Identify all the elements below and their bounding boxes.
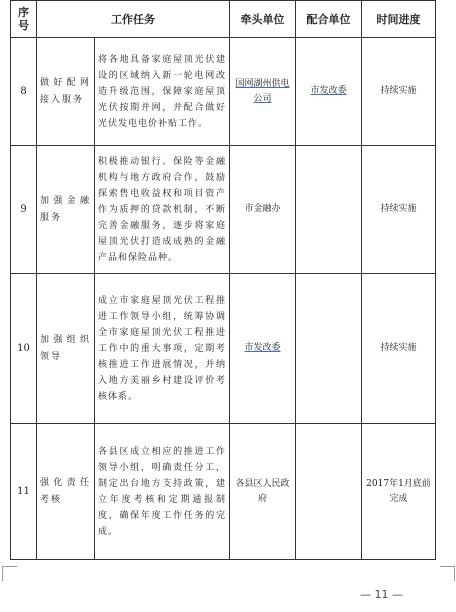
- row-time: 持续实施: [362, 274, 436, 424]
- row-lead-unit: [230, 38, 296, 146]
- row-item: 加强组织领导: [37, 274, 95, 424]
- row-item: 加强金融服务: [37, 146, 95, 274]
- row-item: 强化责任考核: [37, 424, 95, 560]
- row-task: 成立市家庭屋顶光伏工程推进工作领导小组，统筹协调全市家庭屋顶光伏工程推进工作中的重大事项，定期考核推进工作进展情况，并纳入地方美丽乡村建设评价考核体系。: [95, 274, 230, 424]
- row-time: 持续实施: [362, 146, 436, 274]
- header-serial-number: [11, 1, 37, 38]
- row-number: 10: [11, 274, 37, 424]
- row-lead-unit: [230, 274, 296, 424]
- row-number: 9: [11, 146, 37, 274]
- table-row: [11, 424, 436, 560]
- row-lead-unit-text: 市发改委: [244, 343, 281, 353]
- header-lead-unit: 牵头单位: [230, 1, 296, 38]
- row-task: 将各地具备家庭屋顶光伏建设的区域纳入新一轮电网改造升级范围，保障家庭屋顶光伏按期并网，并配合做好光伏发电电价补贴工作。: [95, 38, 230, 146]
- margin-crop-mark-right: [440, 566, 455, 581]
- header-task: 工作任务: [37, 1, 230, 38]
- page-number: — 11 —: [360, 588, 403, 601]
- margin-crop-mark-left: [2, 566, 17, 581]
- row-item: 做好配网接入服务: [37, 38, 95, 146]
- row-coop-unit-text: 市发改委: [310, 86, 347, 96]
- row-task: 积极推动银行、保险等金融机构与地方政府合作，鼓励探索售电收益权和项目资产作为质押的贷款机制，不断完善金融服务，逐步将家庭屋顶光伏打造成成熟的金融产品和保险品种。: [95, 146, 230, 274]
- row-lead-unit: 各县区人民政府: [230, 424, 296, 560]
- row-number: 8: [11, 38, 37, 146]
- row-coop-unit: [296, 274, 362, 424]
- header-serial-line1: 序: [18, 6, 29, 19]
- row-time: 2017年1月底前完成: [362, 424, 436, 560]
- task-table: [10, 0, 436, 560]
- table-row: [11, 146, 436, 274]
- row-coop-unit: [296, 146, 362, 274]
- table-row: [11, 38, 436, 146]
- header-coop-unit: 配合单位: [296, 1, 362, 38]
- row-task: 各县区成立相应的推进工作领导小组，明确责任分工，制定出台地方支持政策，建立年度考核和定期通报制度，确保年度工作任务的完成。: [95, 424, 230, 560]
- row-lead-unit: 市金融办: [230, 146, 296, 274]
- row-time: 持续实施: [362, 38, 436, 146]
- header-serial-line2: 号: [18, 19, 29, 32]
- row-number: 11: [11, 424, 37, 560]
- row-coop-unit: [296, 424, 362, 560]
- header-time-progress: 时间进度: [362, 1, 436, 38]
- table-header-row: [11, 1, 436, 38]
- row-coop-unit: [296, 38, 362, 146]
- row-lead-unit-text: 国网湖州供电公司: [235, 78, 290, 104]
- table-row: [11, 274, 436, 424]
